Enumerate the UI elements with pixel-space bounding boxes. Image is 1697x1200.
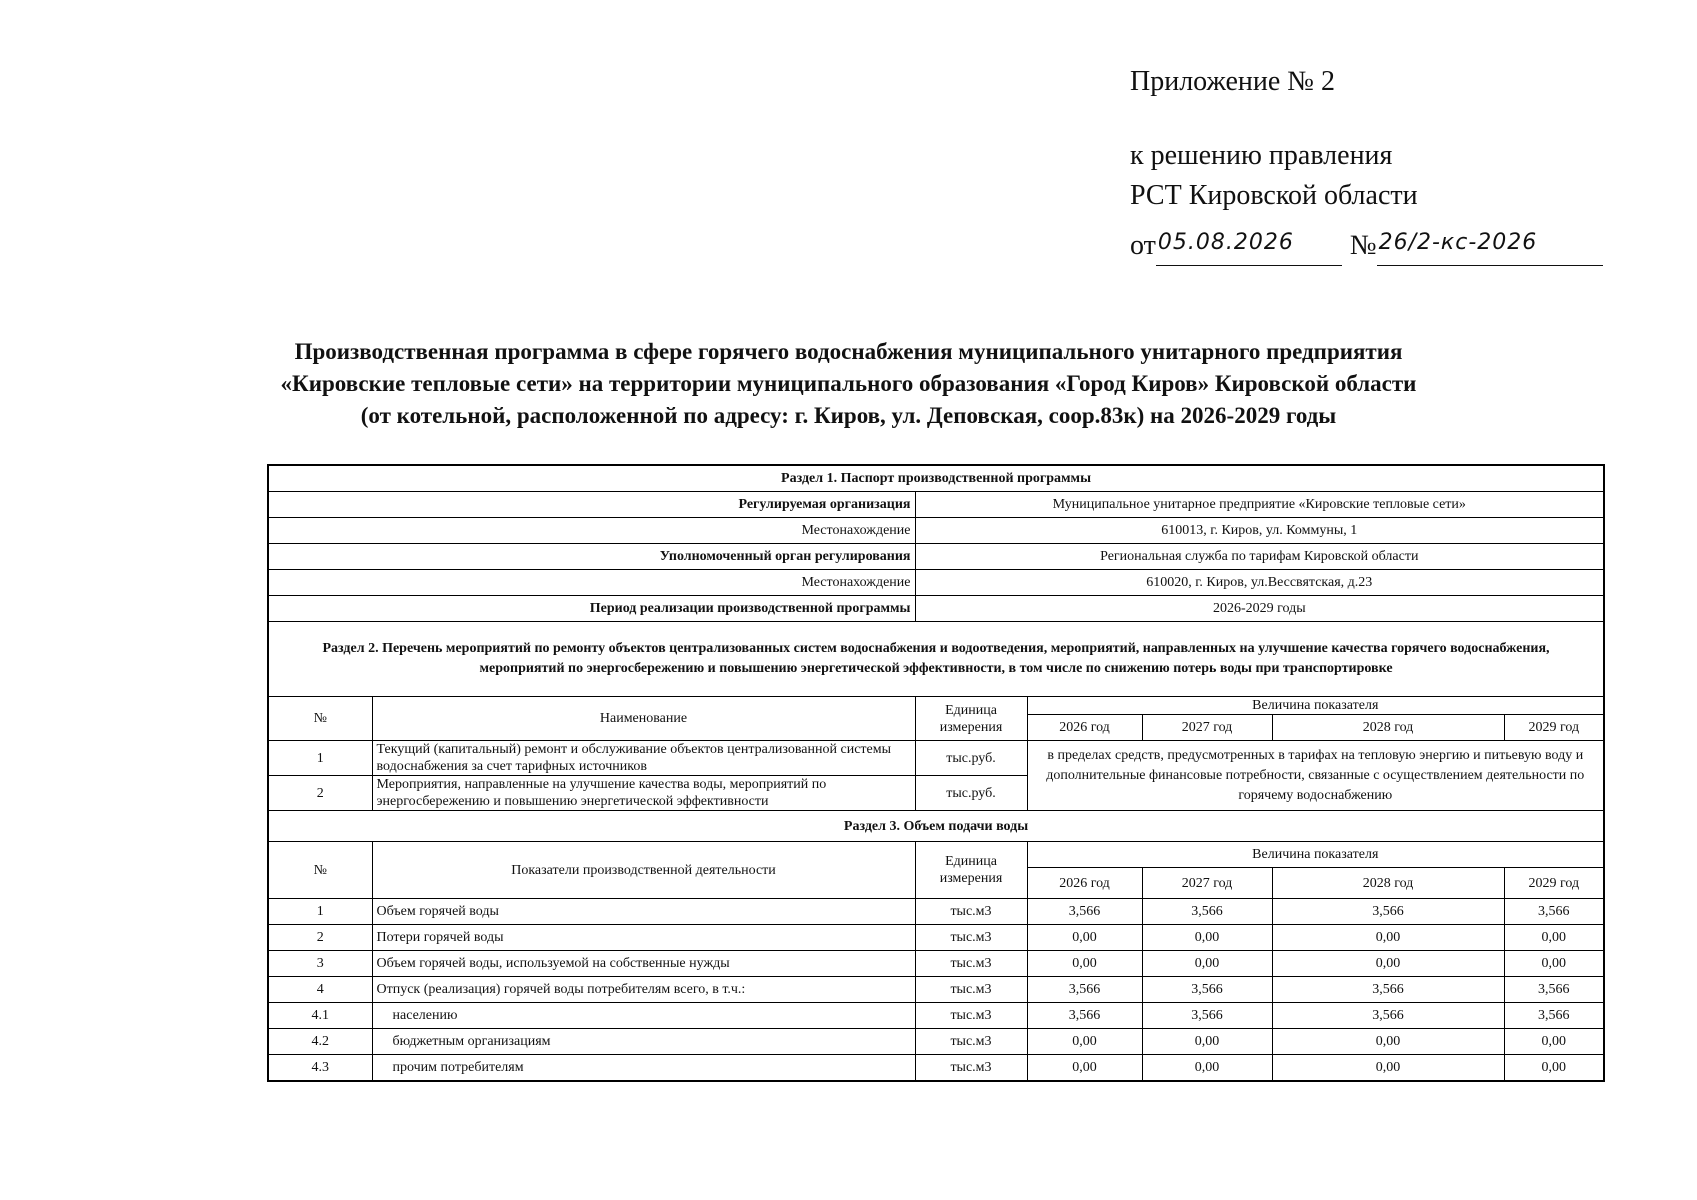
col-header-name: Наименование: [372, 697, 915, 741]
volume-value: 3,566: [1027, 977, 1142, 1003]
appendix-title: Приложение № 2: [1130, 66, 1335, 97]
volume-value: 0,00: [1142, 1055, 1272, 1082]
volume-name: Отпуск (реализация) горячей воды потребителям всего, в т.ч.:: [372, 977, 915, 1003]
volume-no: 4.1: [268, 1003, 372, 1029]
measure-no: 2: [268, 776, 372, 811]
volume-value: 0,00: [1027, 951, 1142, 977]
volume-value: 3,566: [1142, 899, 1272, 925]
appendix-line1: к решению правления: [1130, 140, 1393, 171]
passport-label: Регулируемая организация: [268, 492, 915, 518]
passport-label: Уполномоченный орган регулирования: [268, 544, 915, 570]
volume-row: [268, 899, 1604, 925]
volume-value: 3,566: [1027, 1003, 1142, 1029]
section1-title: Раздел 1. Паспорт производственной программы: [268, 465, 1604, 492]
passport-row: [268, 544, 1604, 570]
passport-value: Региональная служба по тарифам Кировской области: [915, 544, 1604, 570]
col-header-value: Величина показателя: [1027, 697, 1604, 715]
volume-unit: тыс.м3: [915, 977, 1027, 1003]
volume-value: 3,566: [1142, 1003, 1272, 1029]
number-label: №: [1349, 230, 1377, 261]
col-header-year: 2029 год: [1504, 715, 1604, 741]
volume-name: населению: [372, 1003, 915, 1029]
measure-financing-note: в пределах средств, предусмотренных в тарифах на тепловую энергию и питьевую воду и дополнительные финансовые потребности, связанные с осуществлением деятельности по горячему водоснабжению: [1027, 741, 1604, 811]
passport-value: Муниципальное унитарное предприятие «Кировские тепловые сети»: [915, 492, 1604, 518]
decision-date: 05.08.2026: [1156, 223, 1342, 266]
appendix-line2: РСТ Кировской области: [1130, 180, 1418, 211]
volume-row: [268, 951, 1604, 977]
from-label: от: [1130, 230, 1156, 261]
col-header-year: 2029 год: [1504, 868, 1604, 899]
volume-value: 3,566: [1272, 1003, 1504, 1029]
col-header-year: 2026 год: [1027, 868, 1142, 899]
volume-unit: тыс.м3: [915, 1055, 1027, 1082]
passport-label: Местонахождение: [268, 518, 915, 544]
passport-row: [268, 570, 1604, 596]
volume-no: 4.3: [268, 1055, 372, 1082]
volume-row: [268, 977, 1604, 1003]
appendix-decision-line: [1130, 226, 1603, 266]
volume-value: 0,00: [1142, 925, 1272, 951]
title-line3: (от котельной, расположенной по адресу: г. Киров, ул. Деповская, соор.83к) на 2026-2029 годы: [360, 403, 1337, 428]
col-header-year: 2026 год: [1027, 715, 1142, 741]
passport-row: [268, 518, 1604, 544]
measure-unit: тыс.руб.: [915, 741, 1027, 776]
col-header-value: Величина показателя: [1027, 842, 1604, 868]
volume-value: 3,566: [1272, 977, 1504, 1003]
volume-no: 3: [268, 951, 372, 977]
volume-name: прочим потребителям: [372, 1055, 915, 1082]
volume-no: 1: [268, 899, 372, 925]
passport-value: 2026-2029 годы: [915, 596, 1604, 622]
volume-unit: тыс.м3: [915, 1029, 1027, 1055]
volume-value: 0,00: [1027, 1029, 1142, 1055]
volume-value: 0,00: [1504, 925, 1604, 951]
measure-no: 1: [268, 741, 372, 776]
decision-number: 26/2-кс-2026: [1377, 223, 1603, 266]
volume-row: [268, 1055, 1604, 1082]
volume-no: 4.2: [268, 1029, 372, 1055]
volume-name: бюджетным организациям: [372, 1029, 915, 1055]
document-title: [0, 336, 1697, 432]
measure-unit: тыс.руб.: [915, 776, 1027, 811]
volume-name: Объем горячей воды: [372, 899, 915, 925]
volume-unit: тыс.м3: [915, 925, 1027, 951]
program-table: [267, 464, 1605, 1082]
appendix-header: [1130, 62, 1603, 266]
col-header-year: 2027 год: [1142, 868, 1272, 899]
col-header-no: №: [268, 697, 372, 741]
volume-unit: тыс.м3: [915, 1003, 1027, 1029]
volume-value: 0,00: [1142, 951, 1272, 977]
volume-value: 0,00: [1027, 925, 1142, 951]
volume-value: 3,566: [1272, 899, 1504, 925]
volume-value: 3,566: [1504, 1003, 1604, 1029]
volume-value: 3,566: [1142, 977, 1272, 1003]
title-line1: Производственная программа в сфере горячего водоснабжения муниципального унитарного предприятия: [294, 339, 1403, 364]
volume-value: 0,00: [1027, 1055, 1142, 1082]
volume-no: 4: [268, 977, 372, 1003]
measure-row: [268, 741, 1604, 776]
volume-name: Потери горячей воды: [372, 925, 915, 951]
section2-title: Раздел 2. Перечень мероприятий по ремонту объектов централизованных систем водоснабжения и водоотведения, мероприятий, направленных на улучшение качества горячего водоснабжения, мероприятий по энергосбережению и повышению энергетической эффективности, в том числе по снижению потерь воды при транспортировке: [268, 622, 1604, 697]
passport-value: 610020, г. Киров, ул.Вессвятская, д.23: [915, 570, 1604, 596]
col-header-name: Показатели производственной деятельности: [372, 842, 915, 899]
title-line2: «Кировские тепловые сети» на территории муниципального образования «Город Киров» Кировской области: [280, 371, 1417, 396]
passport-value: 610013, г. Киров, ул. Коммуны, 1: [915, 518, 1604, 544]
col-header-year: 2028 год: [1272, 715, 1504, 741]
volume-row: [268, 925, 1604, 951]
section3-title: Раздел 3. Объем подачи воды: [268, 811, 1604, 842]
volume-value: 3,566: [1504, 977, 1604, 1003]
passport-label: Период реализации производственной программы: [268, 596, 915, 622]
volume-no: 2: [268, 925, 372, 951]
passport-label: Местонахождение: [268, 570, 915, 596]
col-header-year: 2028 год: [1272, 868, 1504, 899]
volume-value: 0,00: [1504, 1055, 1604, 1082]
volume-name: Объем горячей воды, используемой на собственные нужды: [372, 951, 915, 977]
volume-value: 3,566: [1027, 899, 1142, 925]
volume-value: 0,00: [1142, 1029, 1272, 1055]
volume-unit: тыс.м3: [915, 951, 1027, 977]
volume-value: 0,00: [1272, 1055, 1504, 1082]
volume-value: 0,00: [1272, 1029, 1504, 1055]
passport-row: [268, 596, 1604, 622]
volume-unit: тыс.м3: [915, 899, 1027, 925]
volume-value: 0,00: [1272, 925, 1504, 951]
col-header-no: №: [268, 842, 372, 899]
col-header-unit: Единица измерения: [915, 842, 1027, 899]
volume-value: 0,00: [1272, 951, 1504, 977]
volume-row: [268, 1003, 1604, 1029]
measure-name: Текущий (капитальный) ремонт и обслуживание объектов централизованной системы водоснабжения за счет тарифных источников: [372, 741, 915, 776]
passport-row: [268, 492, 1604, 518]
volume-value: 0,00: [1504, 951, 1604, 977]
col-header-unit: Единица измерения: [915, 697, 1027, 741]
measure-name: Мероприятия, направленные на улучшение качества воды, мероприятий по энергосбережению и повышению энергетической эффективности: [372, 776, 915, 811]
volume-value: 0,00: [1504, 1029, 1604, 1055]
volume-row: [268, 1029, 1604, 1055]
col-header-year: 2027 год: [1142, 715, 1272, 741]
volume-value: 3,566: [1504, 899, 1604, 925]
